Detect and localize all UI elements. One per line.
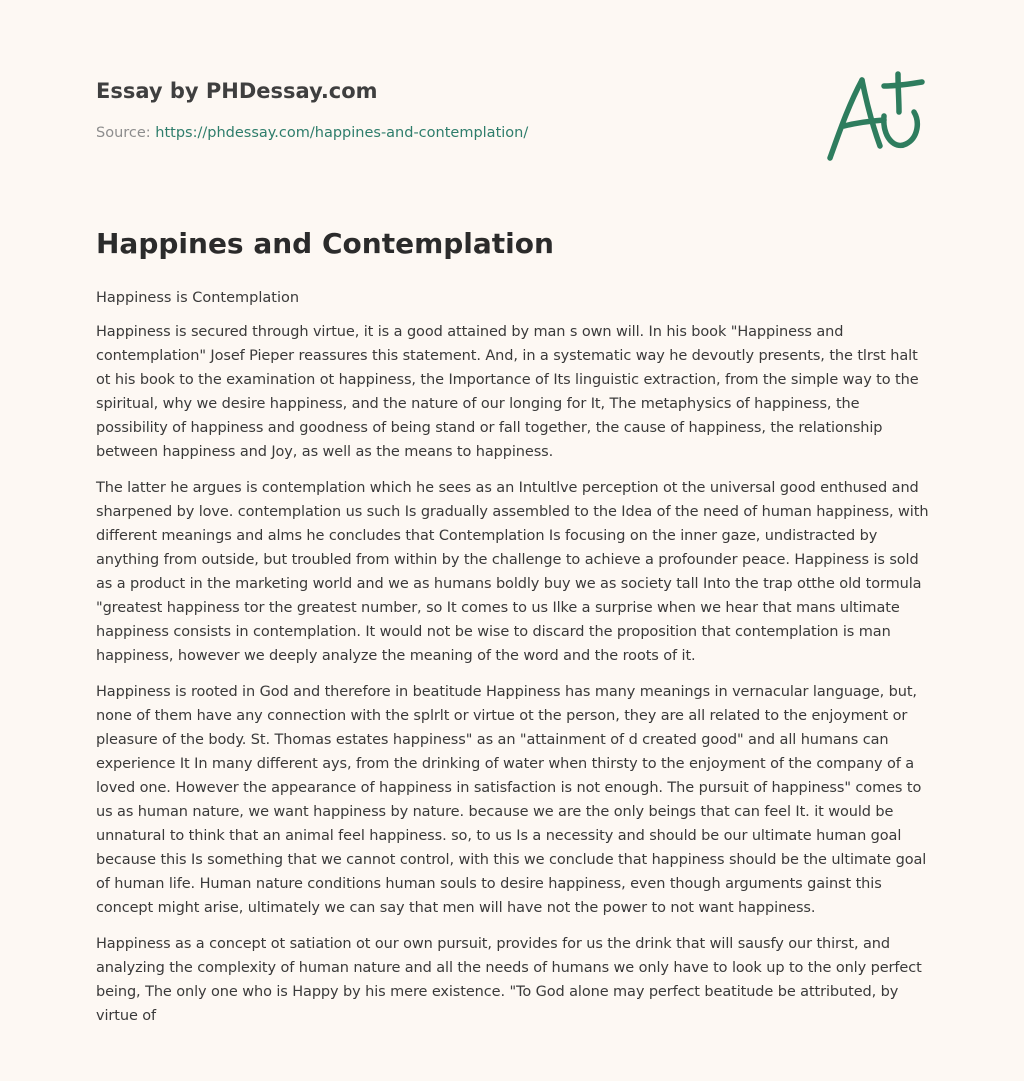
site-title: Essay by PHDessay.com [96,79,378,103]
source-link[interactable]: https://phdessay.com/happines-and-contemplation/ [155,125,529,141]
article-title: Happines and Contemplation [96,227,554,260]
source-label: Source: [96,125,156,141]
a-plus-grade-icon [822,66,932,166]
paragraph: Happiness as a concept ot satiation ot our own pursuit, provides for us the drink that will sausfy our thirst, and analyzing the complexity of human nature and all the needs of humans we only have to look up to the only perfect being, The only one who is Happy by his mere existence. "To God alone may perfect beatitude be attributed, by virtue of [96,936,922,1024]
source-line [96,123,796,143]
document-header [96,77,796,143]
article-subtitle: Happiness is Contemplation [96,290,300,306]
paragraph: The latter he argues is contemplation which he sees as an Intultlve perception ot the universal good enthused and sharpened by love. contemplation us such Is gradually assembled to the Idea of the need of human happiness, with different meanings and alms he concludes that Contemplation Is focusing on the inner gaze, undistracted by anything from outside, but troubled from within by the challenge to achieve a profounder peace. Happiness is sold as a product in the marketing world and we as humans boldly buy we as society tall Into the trap otthe old tormula "greatest happiness tor the greatest number, so It comes to us Ilke a surprise when we hear that mans ultimate happiness consists in contemplation. It would not be wise to discard the proposition that contemplation is man happiness, however we deeply analyze the meaning of the word and the roots of it. [96,480,929,664]
article [96,222,932,1028]
paragraph: Happiness is secured through virtue, it is a good attained by man s own will. In his book "Happiness and contemplation" Josef Pieper reassures this statement. And, in a systematic way he devoutly presents, the tlrst halt ot his book to the examination ot happiness, the Importance of Its linguistic extraction, from the simple way to the spiritual, why we desire happiness, and the nature of our longing for It, The metaphysics of happiness, the possibility of happiness and goodness of being stand or fall together, the cause of happiness, the relationship between happiness and Joy, as well as the means to happiness. [96,324,919,460]
paragraph: Happiness is rooted in God and therefore in beatitude Happiness has many meanings in vernacular language, but, none of them have any connection with the splrlt or virtue ot the person, they are all related to the enjoyment or pleasure of the body. St. Thomas estates happiness" as an "attainment of d created good" and all humans can experience It In many different ays, from the drinking of water when thirsty to the enjoyment of the company of a loved one. However the appearance of happiness in satisfaction is not enough. The pursuit of happiness" comes to us as human nature, we want happiness by nature. because we are the only beings that can feel It. it would be unnatural to think that an animal feel happiness. so, to us Is a necessity and should be our ultimate human goal because this Is something that we cannot control, with this we conclude that happiness should be the ultimate goal of human life. Human nature conditions human souls to desire happiness, even though arguments gainst this concept might arise, ultimately we can say that men will have not the power to not want happiness. [96,684,927,916]
